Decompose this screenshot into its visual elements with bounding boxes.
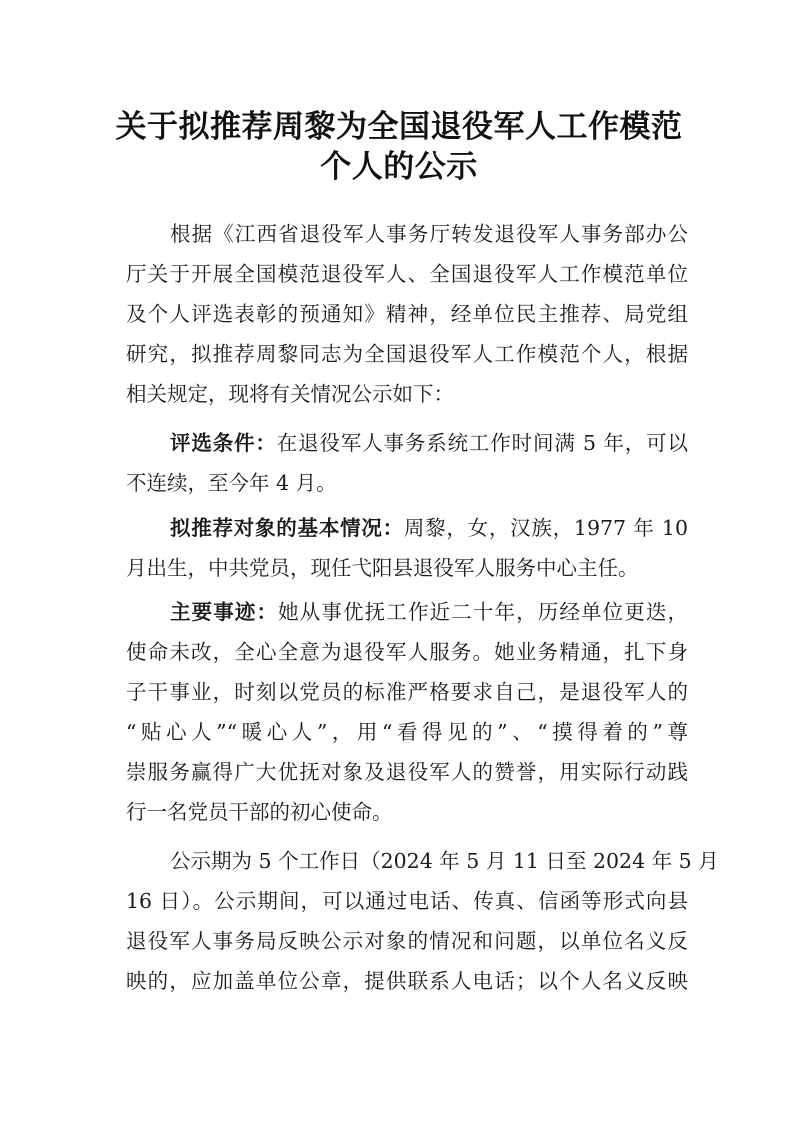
basic-info-line bbox=[126, 508, 688, 548]
deeds-line: “贴心人”“暖心人”，用“看得见的”、“摸得着的”尊 bbox=[126, 720, 688, 744]
deeds-line: 子干事业，时刻以党员的标准严格要求自己，是退役军人的 bbox=[126, 680, 688, 704]
criteria-line bbox=[126, 423, 688, 463]
criteria-label: 评选条件： bbox=[170, 431, 277, 455]
publicity-line: 公示期为 5 个工作日（2024 年 5 月 11 日至 2024 年 5 月 bbox=[170, 849, 719, 873]
deeds-line: 崇服务赢得广大优抚对象及退役军人的赞誉，用实际行动践 bbox=[126, 760, 688, 784]
paragraph1-line: 厅关于开展全国模范退役军人、全国退役军人工作模范单位 bbox=[126, 262, 688, 286]
paragraph1-line: 研究，拟推荐周黎同志为全国退役军人工作模范个人，根据 bbox=[126, 342, 688, 366]
deeds-line: 行一名党员干部的初心使命。 bbox=[126, 800, 393, 824]
deeds-line bbox=[126, 592, 688, 632]
document-title-line1: 关于拟推荐周黎为全国退役军人工作模范 bbox=[115, 109, 683, 145]
publicity-line: 16 日）。公示期间，可以通过电话、传真、信函等形式向县 bbox=[126, 889, 688, 913]
criteria-line: 不连续，至今年 4 月。 bbox=[126, 471, 337, 495]
paragraph1-line: 及个人评选表彰的预通知》精神，经单位民主推荐、局党组 bbox=[126, 302, 688, 326]
publicity-line: 退役军人事务局反映公示对象的情况和问题，以单位名义反 bbox=[126, 929, 688, 953]
paragraph1-line: 相关规定，现将有关情况公示如下： bbox=[126, 382, 454, 406]
criteria-text: 在退役军人事务系统工作时间满 5 年，可以 bbox=[276, 431, 689, 455]
basic-info-line: 月出生，中共党员，现任弋阳县退役军人服务中心主任。 bbox=[126, 556, 639, 580]
deeds-label: 主要事迹： bbox=[170, 600, 279, 624]
basic-info-text: 周黎，女，汉族，1977 年 10 bbox=[403, 516, 688, 540]
publicity-line: 映的，应加盖单位公章，提供联系人电话；以个人名义反映 bbox=[126, 969, 688, 993]
paragraph1-line: 根据《江西省退役军人事务厅转发退役军人事务部办公 bbox=[170, 222, 688, 246]
basic-info-label: 拟推荐对象的基本情况： bbox=[170, 516, 404, 540]
document-title-line2: 个人的公示 bbox=[320, 149, 478, 185]
deeds-text: 她从事优抚工作近二十年，历经单位更迭， bbox=[278, 600, 689, 624]
deeds-line: 使命未改，全心全意为退役军人服务。她业务精通，扎下身 bbox=[126, 640, 688, 664]
